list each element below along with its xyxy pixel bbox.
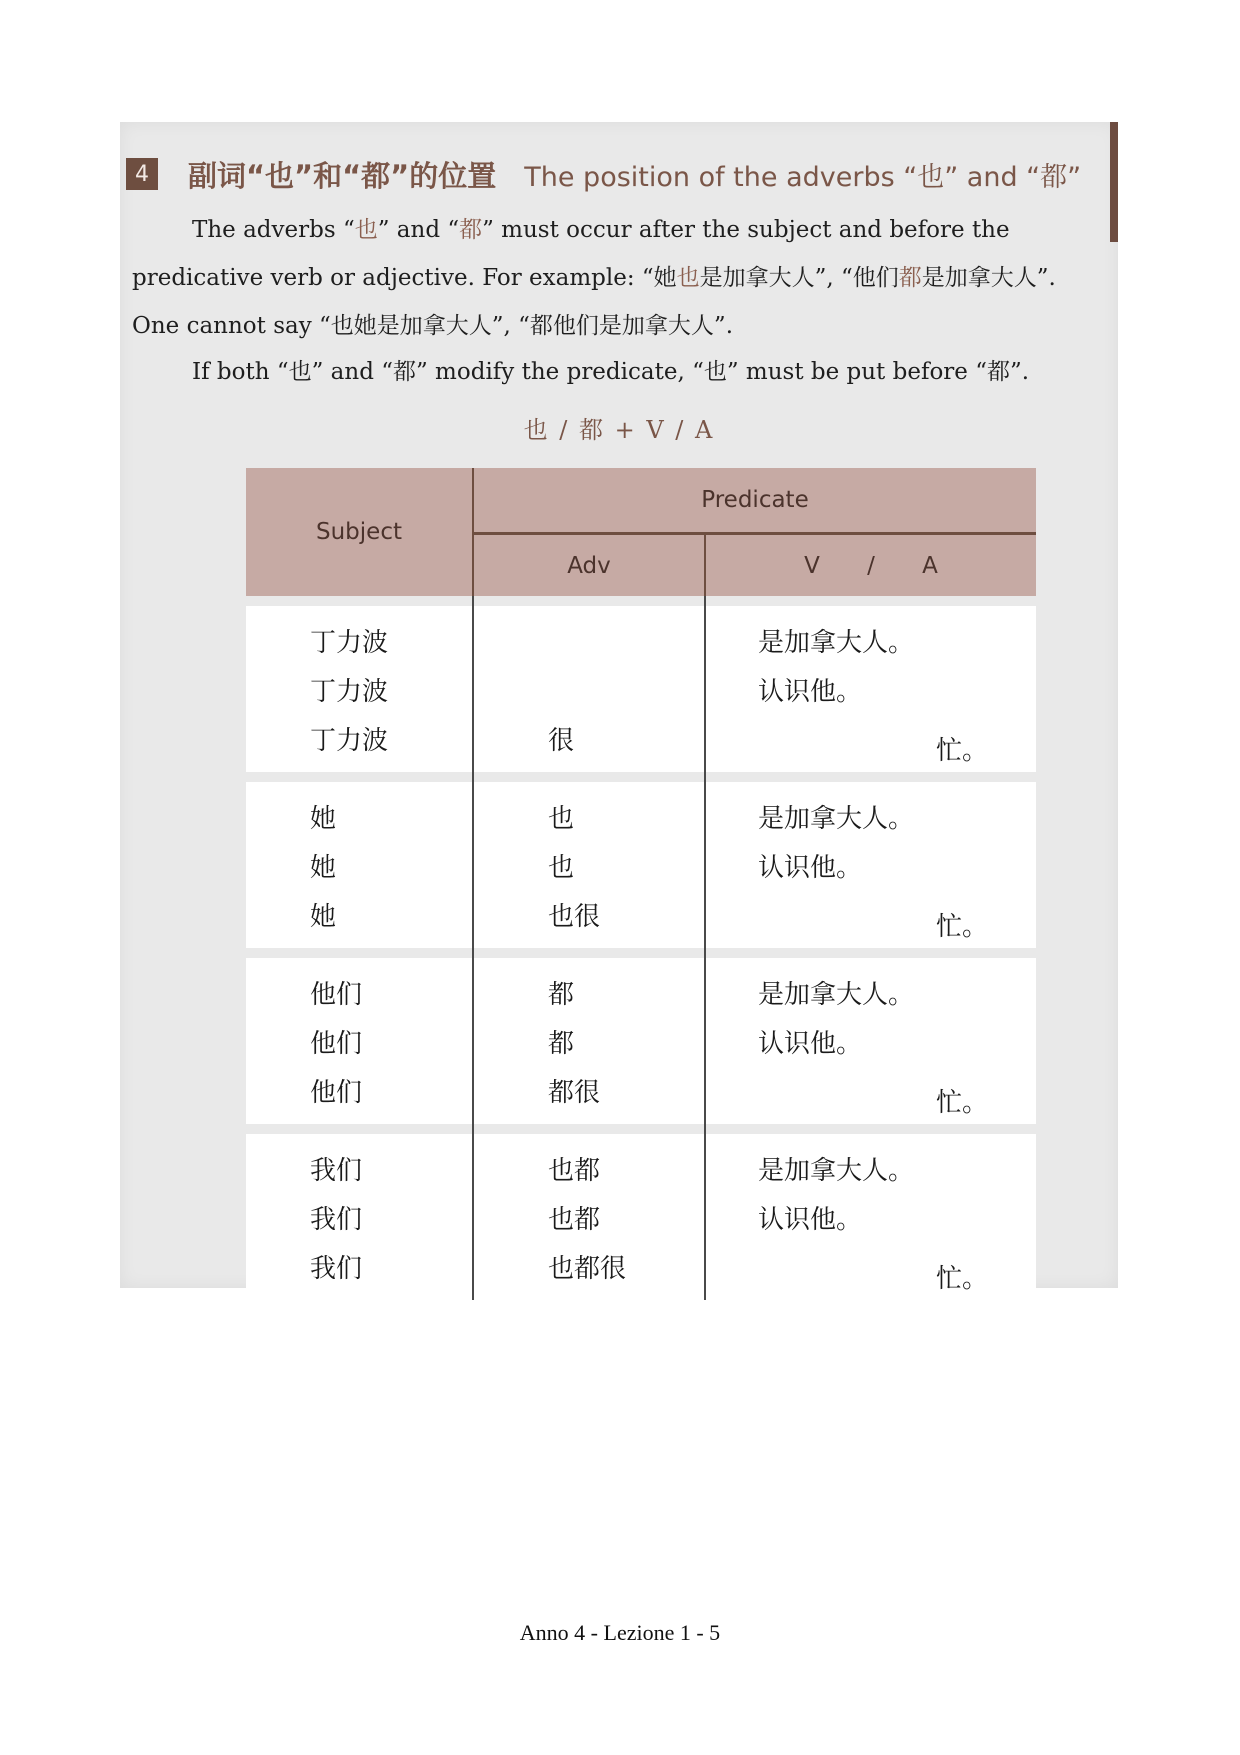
table-header xyxy=(246,468,1036,596)
table-row xyxy=(246,839,1036,891)
table-group xyxy=(246,782,1036,948)
cell-subject: 丁力波 xyxy=(310,628,389,658)
cell-adv: 很 xyxy=(548,726,575,756)
table-group xyxy=(246,606,1036,772)
text-fragment: The adverbs “ xyxy=(192,217,355,243)
table-row xyxy=(246,712,1036,764)
header-va: V / A xyxy=(804,552,938,579)
cell-verb: 是加拿大人。 xyxy=(758,1156,915,1186)
text-fragment: 是加拿大人”, “他们 xyxy=(699,265,899,291)
table-row xyxy=(246,1191,1036,1243)
table-row xyxy=(246,1142,1036,1194)
highlight-ye: 也 xyxy=(354,217,378,243)
table-group xyxy=(246,1134,1036,1300)
cell-subject: 她 xyxy=(310,804,337,834)
table-row xyxy=(246,888,1036,940)
table-row xyxy=(246,1015,1036,1067)
cell-verb: 是加拿大人。 xyxy=(758,980,915,1010)
cell-subject: 丁力波 xyxy=(310,677,389,707)
cell-subject: 他们 xyxy=(310,980,363,1010)
highlight-dou: 都 xyxy=(898,265,922,291)
cell-adv: 也都 xyxy=(548,1205,601,1235)
cell-adv: 也 xyxy=(548,853,575,883)
table-row xyxy=(246,614,1036,666)
cell-adv: 都很 xyxy=(548,1078,601,1108)
cell-verb: 认识他。 xyxy=(758,853,863,883)
table-row xyxy=(246,790,1036,842)
cell-subject: 我们 xyxy=(310,1254,363,1284)
rule-paragraph: If both “也” and “都” modify the predicate, “也” must be put before “都”. xyxy=(192,359,1030,385)
header-predicate: Predicate xyxy=(474,468,1036,535)
header-subject: Subject xyxy=(316,519,402,545)
explanation-paragraph xyxy=(132,206,1104,350)
cell-adv: 也很 xyxy=(548,902,601,932)
highlight-dou: 都 xyxy=(459,217,483,243)
text-fragment: ” and “ xyxy=(377,217,460,243)
column-divider xyxy=(472,468,474,596)
text-fragment: 是加拿大人”. One cannot say “也她是加拿大人”, “都他们是加拿大人”. xyxy=(132,265,1056,339)
cell-verb: 是加拿大人。 xyxy=(758,804,915,834)
structure-formula: 也 / 都 + V / A xyxy=(523,416,715,444)
section-heading xyxy=(126,150,1106,198)
table-row xyxy=(246,1064,1036,1116)
table-row xyxy=(246,1240,1036,1292)
heading-english: The position of the adverbs “也” and “都” xyxy=(524,161,1082,193)
cell-adv: 也都 xyxy=(548,1156,601,1186)
cell-subject: 丁力波 xyxy=(310,726,389,756)
page-footer: Anno 4 - Lezione 1 - 5 xyxy=(519,1620,721,1645)
text-fragment: ” must occur after the subject and before the predicative verb or adjective. For example: “她 xyxy=(132,217,1010,291)
cell-verb: 是加拿大人。 xyxy=(758,628,915,658)
page-edge xyxy=(1110,122,1118,242)
cell-adv: 也 xyxy=(548,804,575,834)
highlight-ye: 也 xyxy=(676,265,700,291)
cell-adv: 都 xyxy=(548,980,575,1010)
cell-adjective: 忙。 xyxy=(936,912,989,942)
header-adv: Adv xyxy=(567,552,611,579)
grammar-table xyxy=(246,468,1036,1300)
section-number: 4 xyxy=(126,158,158,190)
cell-verb: 认识他。 xyxy=(758,1205,863,1235)
cell-verb: 认识他。 xyxy=(758,1029,863,1059)
column-divider xyxy=(704,535,706,596)
cell-adjective: 忙。 xyxy=(936,1088,989,1118)
textbook-scan xyxy=(120,122,1118,1294)
heading-chinese: 副词“也”和“都”的位置 xyxy=(188,158,497,193)
cell-subject: 他们 xyxy=(310,1078,363,1108)
cell-subject: 我们 xyxy=(310,1205,363,1235)
cell-adjective: 忙。 xyxy=(936,736,989,766)
cell-adv: 也都很 xyxy=(548,1254,627,1284)
cell-subject: 她 xyxy=(310,853,337,883)
cell-adjective: 忙。 xyxy=(936,1264,989,1294)
table-row xyxy=(246,966,1036,1018)
cell-subject: 他们 xyxy=(310,1029,363,1059)
cell-subject: 我们 xyxy=(310,1156,363,1186)
cell-subject: 她 xyxy=(310,902,337,932)
cell-verb: 认识他。 xyxy=(758,677,863,707)
cell-adv: 都 xyxy=(548,1029,575,1059)
table-row xyxy=(246,663,1036,715)
table-group xyxy=(246,958,1036,1124)
